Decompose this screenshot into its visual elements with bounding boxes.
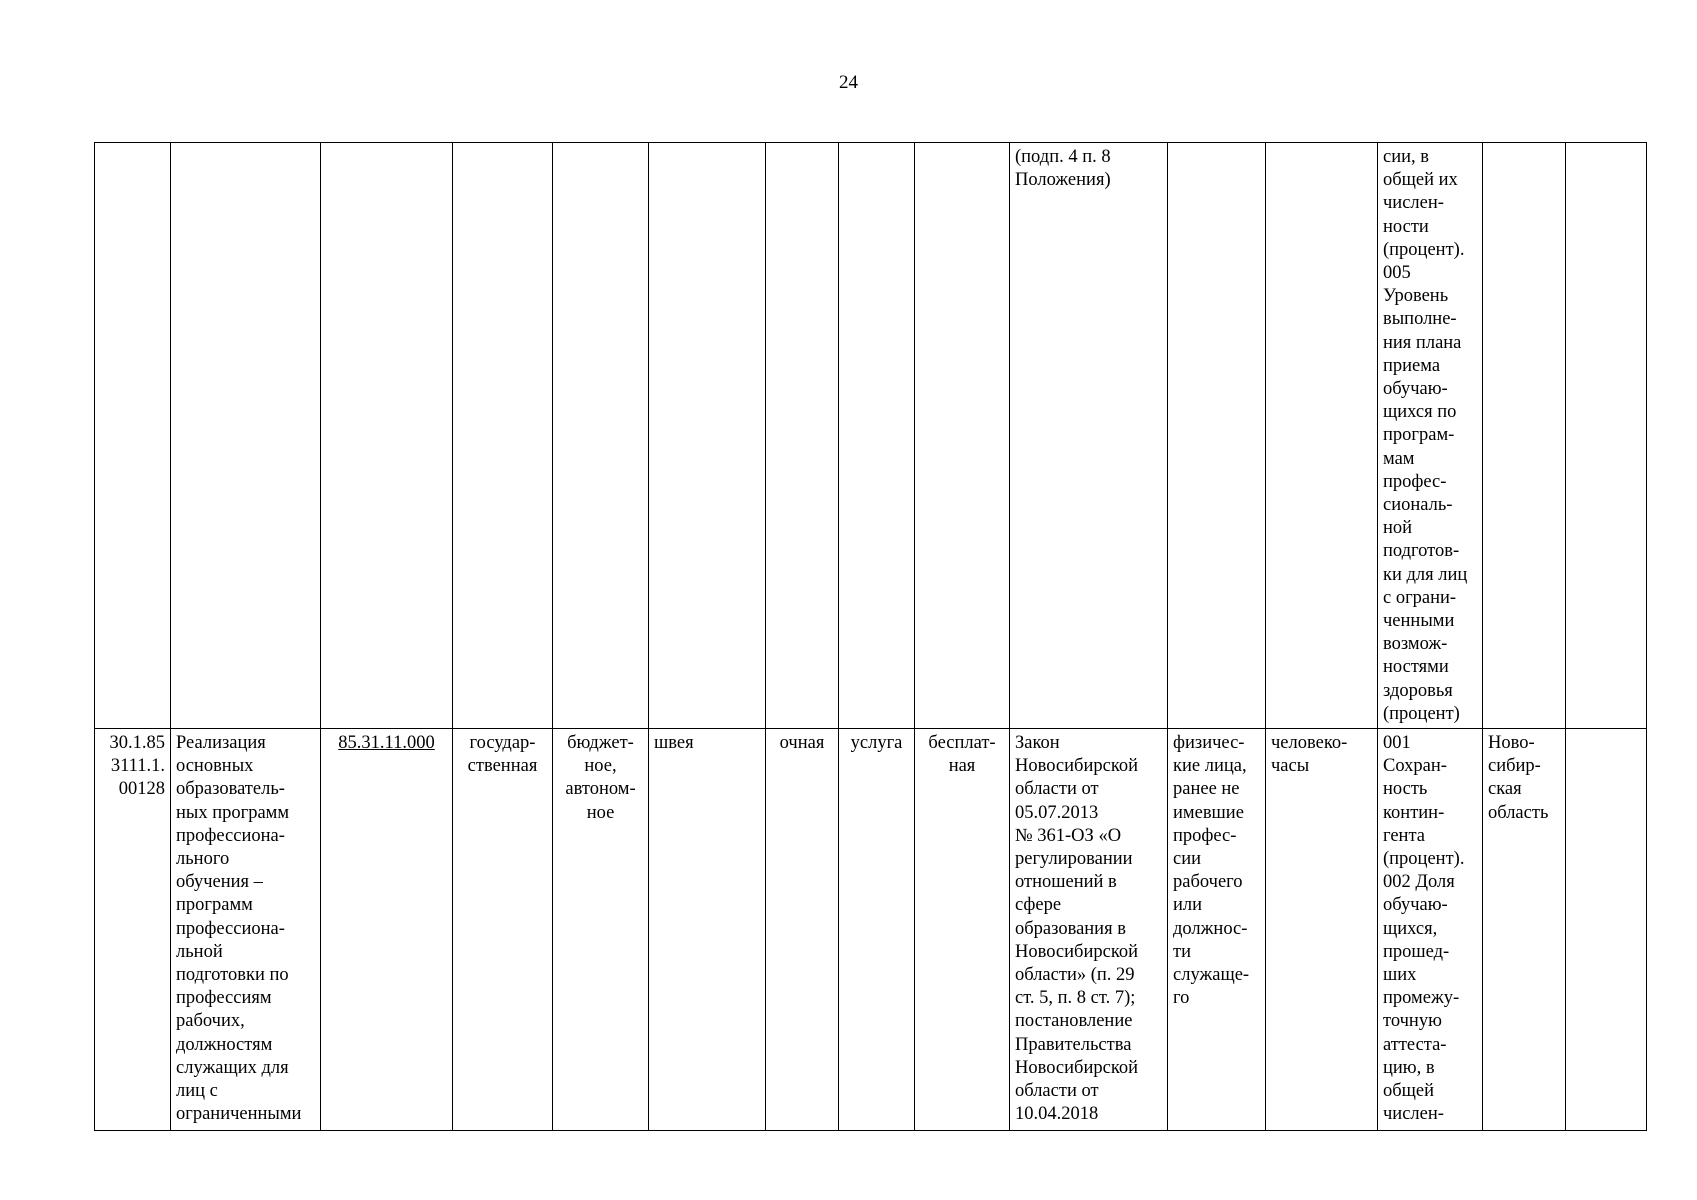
cell-legal-basis: Закон Новосибирской области от 05.07.2013 № 361-ОЗ «О регулировании отношений в сфере образования в Новосибирской области» (п. 29 ст. 5, п. 8 ст. 7); постановление Правительства Новосибирской области от 10.04.2018	[1010, 729, 1168, 1131]
cell-extra	[1566, 143, 1647, 729]
table-row	[95, 729, 1647, 1131]
cell-unit	[1266, 143, 1378, 729]
cell-indicators: 001 Сохран- ность контин- гента (процент). 002 Доля обучаю- щихся, прошед- ших промежу- точную аттеста- цию, в общей числен-	[1378, 729, 1483, 1131]
cell-extra	[1566, 729, 1647, 1131]
cell-payment: бесплат- ная	[915, 729, 1010, 1131]
page-number: 24	[839, 72, 858, 93]
cell-type: услуга	[839, 729, 915, 1131]
registry-table	[94, 142, 1647, 1131]
cell-consumers	[1168, 143, 1266, 729]
cell-unit: человеко- часы	[1266, 729, 1378, 1131]
cell-legal-basis: (подп. 4 п. 8 Положения)	[1010, 143, 1168, 729]
cell-ownership	[453, 143, 553, 729]
table-row	[95, 143, 1647, 729]
cell-form	[766, 143, 839, 729]
cell-region: Ново- сибир- ская область	[1483, 729, 1566, 1131]
cell-ownership: государ- ственная	[453, 729, 553, 1131]
cell-indicators: сии, в общей их числен- ности (процент). 005 Уровень выполне- ния плана приема обучаю- щихся по програм- мам профес- сиональ- ной подготов- ки для лиц с ограни- ченными возмож- ностями здоровья (процент)	[1378, 143, 1483, 729]
cell-payment	[915, 143, 1010, 729]
cell-okved	[321, 143, 453, 729]
cell-institution-type	[553, 143, 649, 729]
cell-region	[1483, 143, 1566, 729]
cell-code	[95, 143, 171, 729]
cell-profession	[649, 143, 766, 729]
cell-okved: 85.31.11.000	[321, 729, 453, 1131]
cell-type	[839, 143, 915, 729]
cell-form: очная	[766, 729, 839, 1131]
cell-institution-type: бюджет- ное, автоном- ное	[553, 729, 649, 1131]
cell-service-name: Реализация основных образователь- ных программ профессиона- льного обучения – программ профессиона- льной подготовки по профессиям рабочих, должностям служащих для лиц с ограниченными	[171, 729, 321, 1131]
cell-service-name	[171, 143, 321, 729]
cell-code: 30.1.85 3111.1. 00128	[95, 729, 171, 1131]
cell-consumers: физичес- кие лица, ранее не имевшие профес- сии рабочего или должнос- ти служаще- го	[1168, 729, 1266, 1131]
cell-profession: швея	[649, 729, 766, 1131]
